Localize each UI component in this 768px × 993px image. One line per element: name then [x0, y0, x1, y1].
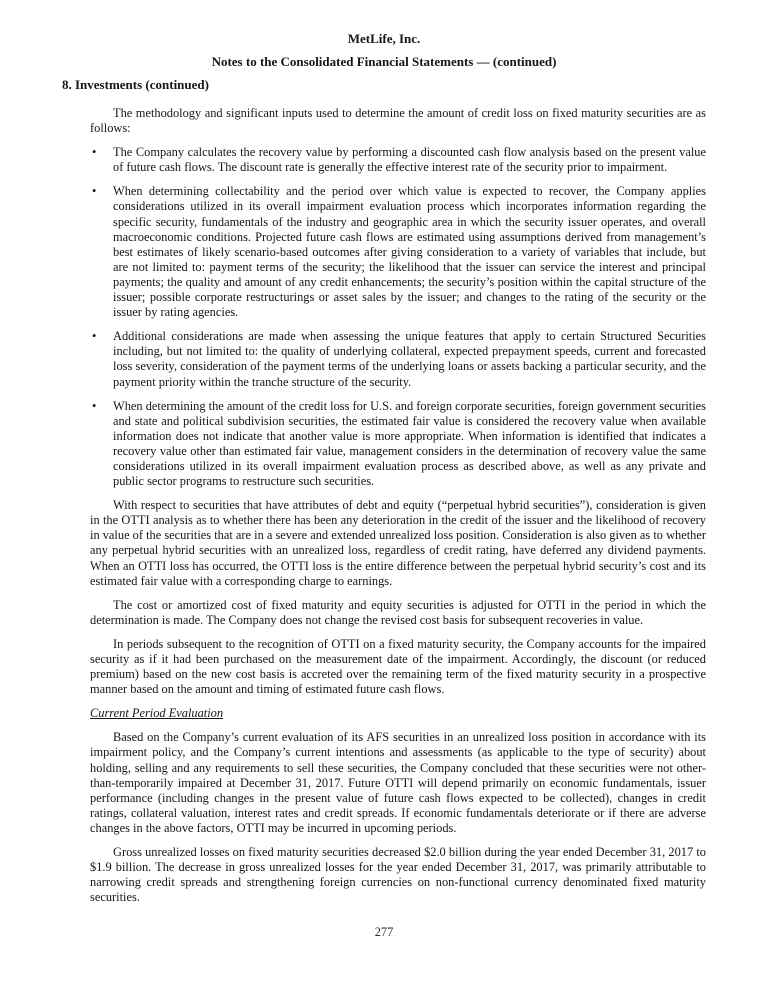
bullet-icon: • — [92, 145, 97, 160]
body-paragraph: With respect to securities that have attributes of debt and equity (“perpetual hybrid securities”), consideration is given in the OTTI analysis as to whether there has been any deterioration in the credit of the issuer and the likelihood of recovery in value of the securities that are in a severe and extended unrealized loss position. Consideration is also given as to whether any perpetual hybrid securities with an unrealized loss, regardless of credit rating, have deferred any dividend payments. When an OTTI loss has occurred, the OTTI loss is the entire difference between the perpetual hybrid security’s cost and its estimated fair value with a corresponding charge to earnings. — [90, 498, 706, 588]
document-title: Notes to the Consolidated Financial Statements — (continued) — [211, 54, 557, 69]
body-text-block — [90, 106, 706, 905]
bullet-icon: • — [92, 398, 97, 413]
bullet-icon: • — [92, 329, 97, 344]
body-paragraph: The cost or amortized cost of fixed maturity and equity securities is adjusted for OTTI in the period in which the determination is made. The Company does not change the revised cost basis for subsequent recoveries in value. — [90, 597, 706, 627]
section-heading: 8. Investments (continued) — [62, 77, 209, 92]
bullet-item — [90, 184, 706, 320]
body-paragraph: Based on the Company’s current evaluation of its AFS securities in an unrealized loss position in accordance with its impairment policy, and the Company’s current intentions and assessments (as applicable to the type of security) about holding, selling and any requirements to sell these securities, the Company concluded that these securities were not other-than-temporarily impaired at December 31, 2017. Future OTTI will depend primarily on economic fundamentals, issuer performance (including changes in the present value of future cash flows expected to be collected), changes in credit ratings, collateral valuation, interest rates and credit spreads. If economic fundamentals deteriorate or if there are adverse changes in the above factors, OTTI may be incurred in upcoming periods. — [90, 730, 706, 835]
body-paragraph: Gross unrealized losses on fixed maturity securities decreased $2.0 billion during the year ended December 31, 2017 to $1.9 billion. The decrease in gross unrealized losses for the year ended December 31, 2017, was primarily attributable to narrowing credit spreads and strengthening foreign currencies on non-functional currency denominated fixed maturity securities. — [90, 845, 706, 905]
bullet-text: The Company calculates the recovery value by performing a discounted cash flow analysis based on the present value of future cash flows. The discount rate is generally the effective interest rate of the security prior to impairment. — [113, 145, 706, 175]
document-header — [62, 31, 706, 70]
bullet-icon: • — [92, 184, 97, 199]
bullet-item — [90, 399, 706, 490]
bullet-item — [90, 145, 706, 175]
bullet-list — [90, 145, 706, 489]
bullet-item — [90, 329, 706, 389]
page-number: 277 — [374, 925, 394, 939]
company-title: MetLife, Inc. — [347, 31, 421, 46]
bullet-text: Additional considerations are made when assessing the unique features that apply to certain Structured Securities including, but not limited to: the quality of underlying collateral, expected prepayment speeds, current and forecasted loss severity, consideration of the payment terms of the underlying loans or assets backing a particular security, and the payment priority within the tranche structure of the security. — [113, 329, 706, 389]
bullet-text: When determining collectability and the period over which value is expected to recover, the Company applies considerations utilized in its overall impairment evaluation process which incorporates information regarding the specific security, fundamentals of the industry and geographic area in which the security issuer operates, and overall macroeconomic conditions. Projected future cash flows are estimated using assumptions derived from management’s best estimates of likely scenario-based outcomes after giving consideration to a variety of variables that include, but are not limited to: payment terms of the security; the likelihood that the issuer can service the interest and principal payments; the quality and amount of any credit enhancements; the security’s position within the capital structure of the issuer; possible corporate restructurings or asset sales by the issuer; and changes to the rating of the security or the issuer by rating agencies. — [113, 184, 706, 320]
subsection-heading: Current Period Evaluation — [90, 706, 224, 721]
intro-paragraph: The methodology and significant inputs used to determine the amount of credit loss on fixed maturity securities are as follows: — [90, 106, 706, 136]
body-paragraph: In periods subsequent to the recognition of OTTI on a fixed maturity security, the Company accounts for the impaired security as if it had been purchased on the measurement date of the impairment. Accordingly, the discount (or reduced premium) based on the new cost basis is accreted over the remaining term of the fixed maturity security in a prospective manner based on the amount and timing of estimated future cash flows. — [90, 636, 706, 697]
bullet-text: When determining the amount of the credit loss for U.S. and foreign corporate securities, foreign government securities and state and political subdivision securities, the estimated fair value is considered the recovery value when available information does not indicate that another value is more appropriate. When information is identified that indicates a recovery value other than estimated fair value, management considers in the determination of recovery value the same considerations utilized in its overall impairment evaluation process as described above, as well as any private and public sector programs to restructure such securities. — [113, 398, 706, 489]
